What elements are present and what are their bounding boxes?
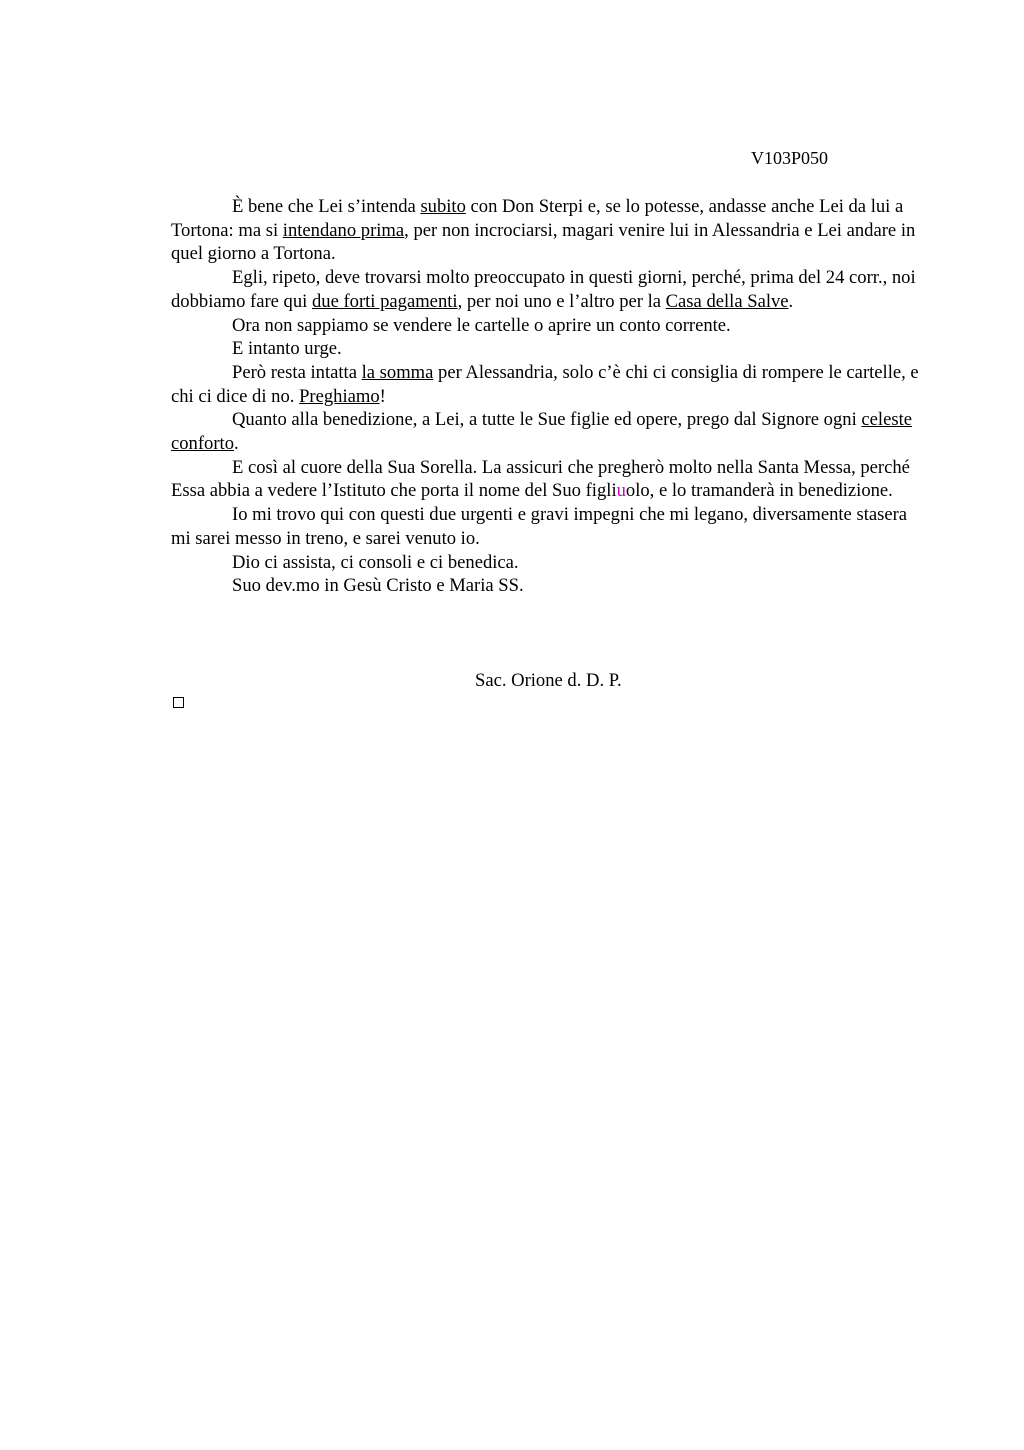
- text-run: con Don Sterpi e, se lo potesse, andasse anche Lei da lui a Tortona: ma si: [171, 196, 904, 241]
- text-run: E intanto urge.: [232, 338, 342, 360]
- letter-paragraph: [171, 551, 928, 575]
- letter-paragraph: [171, 266, 928, 313]
- text-run: Però resta intatta: [232, 361, 362, 383]
- text-run: olo, e lo tramanderà in benedizione.: [625, 480, 893, 502]
- text-run: E così al cuore della Sua Sorella. La assicuri che pregherò molto nella Santa Messa, perché Essa abbia a vedere l’Istituto che porta il nome del Suo figli: [171, 456, 910, 502]
- letter-paragraph: [171, 314, 928, 338]
- text-run: per Alessandria, solo c’è chi ci consiglia di rompere le cartelle, e chi ci dice di no.: [171, 361, 919, 407]
- checkbox-square-icon: [173, 697, 184, 708]
- letter-paragraph: [171, 361, 928, 408]
- letter-paragraph: [171, 408, 928, 455]
- signature: Sac. Orione d. D. P.: [475, 670, 622, 691]
- underlined-text: celeste conforto: [171, 409, 912, 455]
- letter-paragraph: [171, 456, 928, 503]
- text-run: , per noi uno e l’altro per la: [457, 290, 666, 312]
- underlined-text: Preghiamo: [299, 385, 380, 407]
- text-run: !: [379, 385, 386, 407]
- letter-paragraph: [171, 337, 928, 361]
- text-run: Suo dev.mo in Gesù Cristo e Maria SS.: [232, 575, 524, 597]
- text-run: Dio ci assista, ci consoli e ci benedica.: [232, 551, 519, 573]
- text-run: , per non incrociarsi, magari venire lui in Alessandria e Lei andare in quel giorno a Tortona.: [171, 219, 916, 265]
- text-run: .: [234, 433, 239, 455]
- letter-paragraph: [171, 195, 928, 266]
- letter-paragraph: [171, 503, 928, 550]
- text-run: Egli, ripeto, deve trovarsi molto preoccupato in questi giorni, perché, prima del 24 corr., noi dobbiamo fare qui: [171, 267, 916, 312]
- text-run: Quanto alla benedizione, a Lei, a tutte le Sue figlie ed opere, prego dal Signore ogni: [232, 409, 862, 431]
- text-run: .: [788, 290, 794, 312]
- text-run: È bene che Lei s’intenda: [232, 196, 421, 217]
- letter-paragraph: [171, 574, 928, 598]
- underlined-text: due forti pagamenti: [311, 290, 458, 312]
- underlined-text: intendano prima: [282, 219, 405, 241]
- highlighted-letter: u: [616, 480, 626, 502]
- page-reference: V103P050: [751, 148, 829, 168]
- underlined-text: Casa della Salve: [665, 290, 789, 312]
- letter-body: [171, 195, 928, 598]
- text-run: Ora non sappiamo se vendere le cartelle o aprire un conto corrente.: [232, 314, 731, 336]
- underlined-text: la somma: [361, 361, 434, 383]
- text-run: Io mi trovo qui con questi due urgenti e gravi impegni che mi legano, diversamente stasera mi sarei messo in treno, e sarei venuto io.: [171, 504, 908, 549]
- underlined-text: subito: [420, 196, 466, 217]
